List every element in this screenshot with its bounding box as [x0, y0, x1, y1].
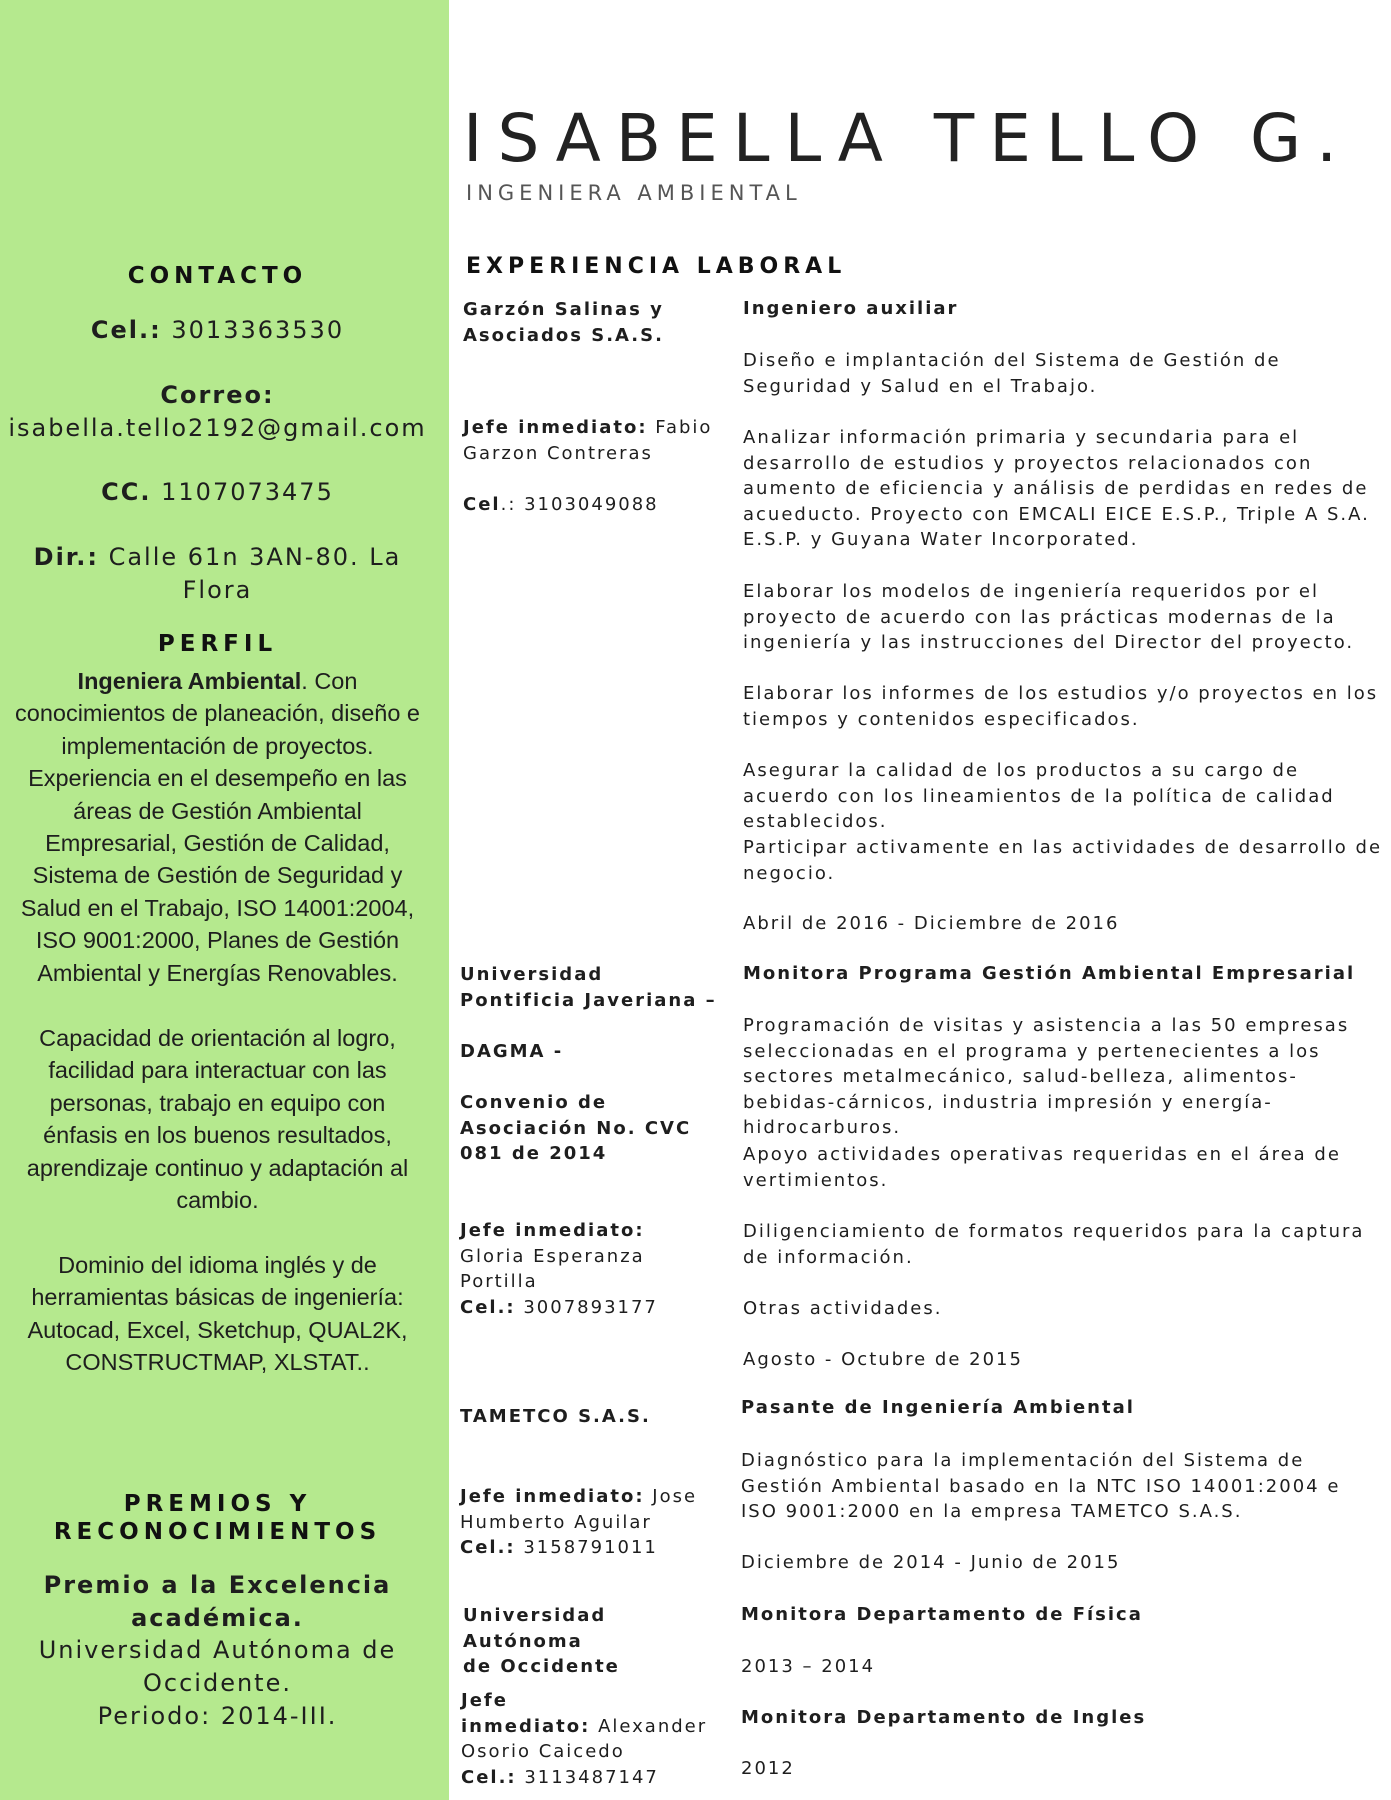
award-period: Periodo: 2014-III. — [97, 1702, 338, 1730]
awards-heading-line2: RECONOCIMIENTOS — [53, 1519, 382, 1545]
sidebar — [0, 0, 449, 1800]
job1-duty-2: Analizar información primaria y secundaria para el desarrollo de estudios y proyectos relacionados con aumento de eficiencia y análisis de perdidas en redes de acueducto. Proyecto con EMCALI EICE E.S.P., Triple A S.A. E.S.P. y Guyana Water Incorporated. — [743, 427, 1370, 551]
job2-boss — [460, 1218, 730, 1320]
profile-paragraph-1 — [10, 665, 425, 989]
job1-company-line1: Garzón Salinas y — [463, 299, 664, 320]
candidate-name: ISABELLA TELLO G. — [463, 100, 1353, 177]
awards-heading — [0, 1490, 435, 1546]
award-title-line2: académica. — [131, 1604, 304, 1632]
job2-duty-1: Programación de visitas y asistencia a las 50 empresas seleccionadas en el programa y pertenecientes a los sectores metalmecánico, salud-belleza, alimentos-bebidas-cárnicos, industria impresión y energía-hidrocarburos. — [743, 1015, 1350, 1139]
job2-company-line2: Pontificia Javeriana – — [460, 989, 717, 1011]
contact-id — [0, 476, 435, 509]
profile-heading: PERFIL — [157, 631, 278, 657]
job1-duty-6: Participar activamente en las actividades de desarrollo de negocio. — [743, 837, 1383, 884]
job2-company — [460, 962, 730, 1167]
job4-company-line2: de Occidente — [463, 1656, 620, 1678]
job3-role: Pasante de Ingeniería Ambiental — [741, 1397, 1135, 1418]
phone-value: 3013363530 — [171, 316, 345, 344]
job3-boss-line2: Humberto Aguilar — [460, 1511, 652, 1533]
profile-paragraph-3: Dominio del idioma inglés y de herramientas básicas de ingeniería: Autocad, Excel, Sketchup, QUAL2K, CONSTRUCTMAP, XLSTAT.. — [27, 1252, 408, 1376]
award-title-line1: Premio a la Excelencia — [43, 1571, 392, 1599]
job4-boss — [461, 1688, 731, 1790]
job4-phone-label: Cel.: — [461, 1766, 517, 1788]
award-org-line1: Universidad Autónoma de — [38, 1636, 397, 1664]
job2-company-line1: Universidad — [460, 964, 604, 985]
job4-role-1: Monitora Departamento de Física — [741, 1604, 1143, 1625]
job2-company-line6: 081 de 2014 — [460, 1143, 608, 1165]
profile-paragraph-2: Capacidad de orientación al logro, facilidad para interactuar con las personas, trabajo en equipo con énfasis en los buenos resultados, aprendizaje continuo y adaptación al cambio. — [26, 1025, 409, 1214]
job2-boss-line1: Gloria Esperanza — [460, 1245, 645, 1267]
job2-period: Agosto - Octubre de 2015 — [743, 1349, 1023, 1370]
job1-boss-label: Jefe inmediato: — [463, 417, 648, 438]
address-label: Dir.: — [33, 543, 99, 571]
job2-boss-label: Jefe inmediato: — [460, 1220, 645, 1241]
address-line2: Flora — [182, 576, 253, 604]
phone-label: Cel.: — [90, 316, 162, 344]
job1-boss-line2: Garzon Contreras — [463, 442, 653, 464]
job3-period: Diciembre de 2014 - Junio de 2015 — [741, 1552, 1121, 1573]
job2-role: Monitora Programa Gestión Ambiental Empresarial — [743, 963, 1356, 984]
job3-phone-value: 3158791011 — [523, 1537, 658, 1559]
job4-company-line1: Universidad Autónoma — [463, 1605, 607, 1652]
job4-boss-line1: Alexander — [598, 1715, 708, 1737]
candidate-title: INGENIERA AMBIENTAL — [466, 181, 802, 205]
job1-role: Ingeniero auxiliar — [743, 298, 959, 319]
job4-company — [463, 1603, 733, 1680]
job3-boss-line1: Jose — [652, 1486, 698, 1507]
job2-phone-value: 3007893177 — [523, 1296, 658, 1318]
job3-boss — [460, 1484, 730, 1561]
job4-period-2: 2012 — [741, 1758, 795, 1779]
profile-bold: Ingeniera Ambiental — [77, 668, 302, 694]
job4-boss-label-line2: inmediato: — [461, 1715, 591, 1737]
job2-company-line5: Asociación No. CVC — [460, 1117, 692, 1139]
job1-phone — [463, 492, 733, 518]
job1-period: Abril de 2016 - Diciembre de 2016 — [743, 913, 1120, 934]
job1-company — [463, 297, 733, 348]
job1-duty-1: Diseño e implantación del Sistema de Gestión de Seguridad y Salud en el Trabajo. — [743, 350, 1281, 397]
job3-phone-label: Cel.: — [460, 1537, 516, 1559]
id-value: 1107073475 — [161, 478, 334, 506]
job3-duty: Diagnóstico para la implementación del Sistema de Gestión Ambiental basado en la NTC ISO 14001:2004 e ISO 9001:2000 en la empresa TAMETCO S.A.S. — [741, 1450, 1341, 1523]
job2-boss-line2: Portilla — [460, 1271, 538, 1293]
job4-boss-label-line1: Jefe — [461, 1690, 508, 1711]
job1-phone-label: Cel — [463, 494, 501, 515]
id-label: CC. — [101, 478, 152, 506]
job4-period-1: 2013 – 2014 — [741, 1656, 876, 1677]
address-line1: Calle 61n 3AN-80. La — [108, 543, 402, 571]
job1-company-line2: Asociados S.A.S. — [463, 324, 664, 346]
job2-phone-label: Cel.: — [460, 1296, 516, 1318]
experience-heading: EXPERIENCIA LABORAL — [466, 254, 847, 279]
contact-phone — [0, 314, 435, 347]
award-org-line2: Occidente. — [143, 1669, 292, 1697]
job4-role-2: Monitora Departamento de Ingles — [741, 1707, 1147, 1728]
profile-text-1: . Con conocimientos de planeación, diseño e implementación de proyectos. Experiencia en el desempeño en las áreas de Gestión Ambiental Empresarial, Gestión de Calidad, Sistema de Gestión de Seguridad y Salud en el Trabajo, ISO 14001:2004, ISO 9001:2000, Planes de Gestión Ambiental y Energías Renovables. — [15, 668, 420, 986]
contact-heading: CONTACTO — [127, 263, 308, 289]
job4-phone-value: 3113487147 — [524, 1766, 659, 1788]
job1-boss — [463, 415, 733, 466]
job1-boss-line1: Fabio — [655, 417, 713, 438]
award-title — [0, 1569, 435, 1635]
contact-email — [0, 379, 435, 445]
job3-boss-label: Jefe inmediato: — [460, 1486, 645, 1507]
job2-duty-2: Apoyo actividades operativas requeridas en el área de vertimientos. — [743, 1144, 1341, 1191]
job3-company: TAMETCO S.A.S. — [460, 1406, 651, 1427]
email-value[interactable]: isabella.tello2192@gmail.com — [8, 414, 427, 442]
job2-duty-4: Otras actividades. — [743, 1298, 943, 1319]
job1-duty-3: Elaborar los modelos de ingeniería requeridos por el proyecto de acuerdo con las prácticas modernas de la ingeniería y las instrucciones del Director del proyecto. — [743, 581, 1355, 654]
job1-phone-value: .: 3103049088 — [500, 494, 659, 515]
job2-duty-3: Diligenciamiento de formatos requeridos para la captura de información. — [743, 1221, 1365, 1268]
contact-address — [0, 541, 435, 607]
award-organization — [0, 1634, 435, 1733]
job2-company-line4: Convenio de — [460, 1091, 608, 1113]
job1-duty-4: Elaborar los informes de los estudios y/o proyectos en los tiempos y contenidos especificados. — [743, 683, 1379, 730]
email-label: Correo: — [160, 381, 275, 409]
job1-duty-5: Asegurar la calidad de los productos a su cargo de acuerdo con los lineamientos de la política de calidad establecidos. — [743, 760, 1335, 833]
job2-company-line3: DAGMA - — [460, 1040, 564, 1062]
job4-boss-line2: Osorio Caicedo — [461, 1741, 625, 1763]
awards-heading-line1: PREMIOS Y — [123, 1491, 312, 1517]
